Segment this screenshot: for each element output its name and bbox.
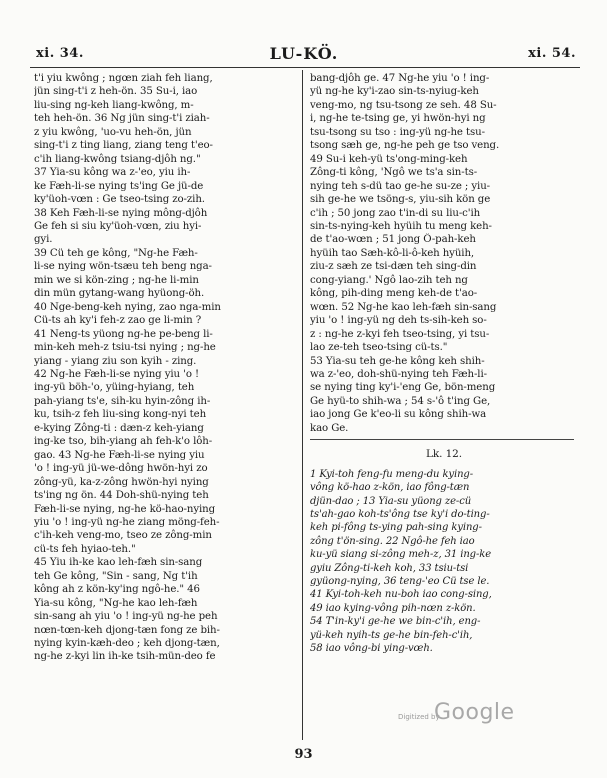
text-line: kông, pih-ding meng keh-de t'ao- xyxy=(310,288,478,300)
text-line: zông-yü, ka-z-zông hwön-hyi nying xyxy=(34,476,209,488)
text-line: sin-ts-nying-keh hyüih tu meng keh- xyxy=(310,220,492,232)
text-line: nying teh s-dü tao ge-he su-ze ; yiu- xyxy=(310,180,491,192)
note-line: gyiu Zông-ti-keh koh, 33 tsiu-tsi xyxy=(310,562,469,574)
text-line: iao jong Ge k'eo-li su kông shih-wa xyxy=(310,409,487,421)
text-line: nying kyin-kæh-deo ; keh djong-tæn, xyxy=(34,638,220,650)
text-line: pah-yiang ts'e, sih-ku hyin-zông ih- xyxy=(34,395,211,407)
text-line: gao. 43 Ng-he Fæh-li-se nying yiu xyxy=(34,449,205,461)
note-line: zông t'ön-sing. 22 Ngô-he feh iao xyxy=(310,535,475,547)
text-line: 'o ! ing-yü jü-we-dông hwön-hyi zo xyxy=(34,463,208,475)
text-line: cong-yiang.' Ngô lao-zih teh ng xyxy=(310,274,468,286)
note-line: djün-dao ; 13 Yia-su yüong ze-cü xyxy=(310,495,472,507)
note-line: 49 iao kying-vông pih-nœn z-kön. xyxy=(310,602,476,614)
column-divider xyxy=(302,70,303,740)
text-line: Cü-ts ah ky'i feh-z zao ge li-min ? xyxy=(34,315,202,327)
text-line: Yia-su kông, "Ng-he kao leh-fæh xyxy=(34,597,198,609)
text-line: kông ah z kön-ky'ing ngô-he." 46 xyxy=(34,584,200,596)
page-number: 93 xyxy=(294,747,313,762)
text-line: ng-he z-kyi lin ih-ke tsih-mün-deo fe xyxy=(34,651,216,663)
page-title: LU-KÖ. xyxy=(269,44,339,63)
text-line: teh Ge kông, "Sin - sang, Ng t'ih xyxy=(34,570,198,582)
text-line: ing-yü böh-'o, yüing-hyiang, teh xyxy=(34,382,195,394)
header-left-ref: xi. 34. xyxy=(36,46,84,61)
text-line: veng-mo, ng tsu-tsong ze seh. 48 Su- xyxy=(310,99,497,111)
text-line: li-se nying wön-tsæu teh beng nga- xyxy=(34,261,212,273)
text-line: sih ge-he we tsöng-s, yiu-sih kön ge xyxy=(310,194,491,206)
text-line: min-keh meh-z tsiu-tsi nying ; ng-he xyxy=(34,342,216,354)
text-line: ke Fæh-li-se nying ts'ing Ge jü-de xyxy=(34,180,204,192)
text-line: se nying ting ky'i-'eng Ge, bön-meng xyxy=(310,382,496,394)
note-line: 58 iao vông-bi ying-vœh. xyxy=(310,642,433,654)
header-rule xyxy=(30,67,580,68)
text-line: ky'üoh-vœn : Ge tseo-tsing zo-zih. xyxy=(34,194,205,206)
text-line: e-kying Zông-ti : dæn-z keh-yiang xyxy=(34,422,204,434)
note-line: ts'ah-gao koh-ts'ông tse ky'i do-ting- xyxy=(310,508,490,520)
text-line: sin-sang ah yiu 'o ! ing-yü ng-he peh xyxy=(34,611,218,623)
text-line: ing-ke tso, bih-yiang ah feh-k'o lôh- xyxy=(34,436,213,448)
note-line: 1 Kyi-toh feng-fu meng-du kying- xyxy=(310,468,473,480)
digitized-label: Digitized by xyxy=(398,713,440,721)
text-line: Ge hyü-to shih-wa ; 54 s-'ô t'ing Ge, xyxy=(310,395,491,407)
notes-block xyxy=(310,468,578,656)
notes-heading: Lk. 12. xyxy=(425,448,462,461)
note-line: 41 Kyi-toh-keh nu-boh iao cong-sing, xyxy=(310,589,492,601)
text-line: wœn. 52 Ng-he kao leh-fæh sin-sang xyxy=(310,301,497,313)
text-line: 40 Nge-beng-keh nying, zao nga-min xyxy=(34,301,221,313)
text-line: 38 Keh Fæh-li-se nying mông-djôh xyxy=(34,207,208,219)
text-line: Zông-ti kông, 'Ngô we ts'a sin-ts- xyxy=(310,167,478,179)
text-line: 49 Su-i keh-yü ts'ong-ming-keh xyxy=(310,153,468,165)
text-line: c'ih-keh veng-mo, tseo ze zông-min xyxy=(34,530,212,542)
text-line: lao ze-teh tseo-tsing cü-ts." xyxy=(310,342,448,354)
text-line: sing-t'i z ting liang, ziang teng t'eo- xyxy=(34,140,213,152)
text-line: ts'ing ng ön. 44 Doh-shü-nying teh xyxy=(34,490,209,502)
text-line: hyüih tao Sæh-kô-li-ô-keh hyüih, xyxy=(310,247,475,259)
text-line: cü-ts feh hyiao-teh." xyxy=(34,543,136,555)
note-line: vông kö-hao z-kön, iao fông-tæn xyxy=(310,482,470,494)
page-header xyxy=(30,44,578,64)
text-line: bang-djôh ge. 47 Ng-he yiu 'o ! ing- xyxy=(310,73,490,84)
note-line: 54 T'in-ky'i ge-he we bin-c'ih, eng- xyxy=(310,616,481,628)
text-line: Fæh-li-se nying, ng-he kö-hao-nying xyxy=(34,503,216,515)
text-line: 42 Ng-he Fæh-li-se nying yiu 'o ! xyxy=(34,368,199,380)
text-line: 45 Yiu ih-ke kao leh-fæh sin-sang xyxy=(34,557,203,569)
text-line: wa z-'eo, doh-shü-nying teh Fæh-li- xyxy=(310,368,487,380)
text-line: 41 Neng-ts yüong ng-he pe-beng li- xyxy=(34,328,213,340)
text-line: min we si kön-zing ; ng-he li-min xyxy=(34,274,199,286)
text-line: gyi. xyxy=(34,234,53,246)
text-line: 37 Yia-su kông wa z-'eo, yiu ih- xyxy=(34,167,191,179)
note-line: ku-yü siang si-zông meh-z, 31 ing-ke xyxy=(310,549,492,561)
text-line: yü ng-he ky'i-zao sin-ts-nyiug-keh xyxy=(310,86,479,98)
header-right-ref: xi. 54. xyxy=(528,46,576,61)
text-line: i, ng-he te-tsing ge, yi hwön-hyi ng xyxy=(310,113,486,125)
text-line: teh heh-ön. 36 Ng jün sing-t'i ziah- xyxy=(34,113,210,125)
note-line: keh pi-fông ts-ying pah-sing kying- xyxy=(310,522,482,534)
text-line: kao Ge. xyxy=(310,422,349,434)
note-line: gyüong-nying, 36 teng-'eo Cü tse le. xyxy=(310,575,490,587)
text-line: 53 Yia-su teh ge-he kông keh shih- xyxy=(310,355,485,367)
text-line: z yiu kwông, 'uo-vu heh-ön, jün xyxy=(34,126,192,138)
text-line: Ge feh si siu ky'üoh-vœn, ziu hyi- xyxy=(34,220,202,232)
text-line: de t'ao-wœn ; 51 jong Ô-pah-keh xyxy=(310,234,476,246)
text-line: nœn-tœn-keh djong-tæn fong ze bih- xyxy=(34,624,220,636)
text-line: z : ng-he z-kyi feh tseo-tsing, yi tsu- xyxy=(310,328,490,340)
notes-rule xyxy=(310,439,574,440)
digitized-watermark xyxy=(398,700,513,730)
text-line: yiu 'o ! ing-yü ng-he ziang möng-feh- xyxy=(34,516,220,528)
text-line: yiang - yiang ziu son kyih - zing. xyxy=(34,355,197,367)
note-line: yü-keh nyih-ts ge-he bin-feh-c'ih, xyxy=(310,629,473,641)
text-line: 39 Cü teh ge kông, "Ng-he Fæh- xyxy=(34,247,198,259)
text-line: jün sing-t'i z heh-ön. 35 Su-i, iao xyxy=(34,86,198,98)
text-line: c'ih liang-kwông tsiang-djôh ng." xyxy=(34,153,201,165)
text-line: ziu-z sæh ze tsi-dæn teh sing-din xyxy=(310,261,477,273)
text-line: din mün gytang-wang hyüong-öh. xyxy=(34,288,205,300)
text-line: yiu 'o ! ing-yü ng deh ts-sih-keh so- xyxy=(310,315,487,327)
text-line: liu-sing ng-keh liang-kwông, m- xyxy=(34,99,194,111)
text-line: tsong sæh ge, ng-he peh ge tso veng. xyxy=(310,140,500,152)
google-logo: Google xyxy=(434,700,515,725)
text-line: c'ih ; 50 jong zao t'in-di su liu-c'ih xyxy=(310,207,481,219)
right-column xyxy=(310,72,578,655)
left-column xyxy=(34,72,296,664)
right-column-text xyxy=(310,72,578,435)
text-line: ku, tsih-z feh liu-sing kong-nyi teh xyxy=(34,409,207,421)
text-line: tsu-tsong su tso : ing-yü ng-he tsu- xyxy=(310,126,485,138)
text-line: t'i yiu kwông ; ngœn ziah feh liang, xyxy=(34,73,213,84)
